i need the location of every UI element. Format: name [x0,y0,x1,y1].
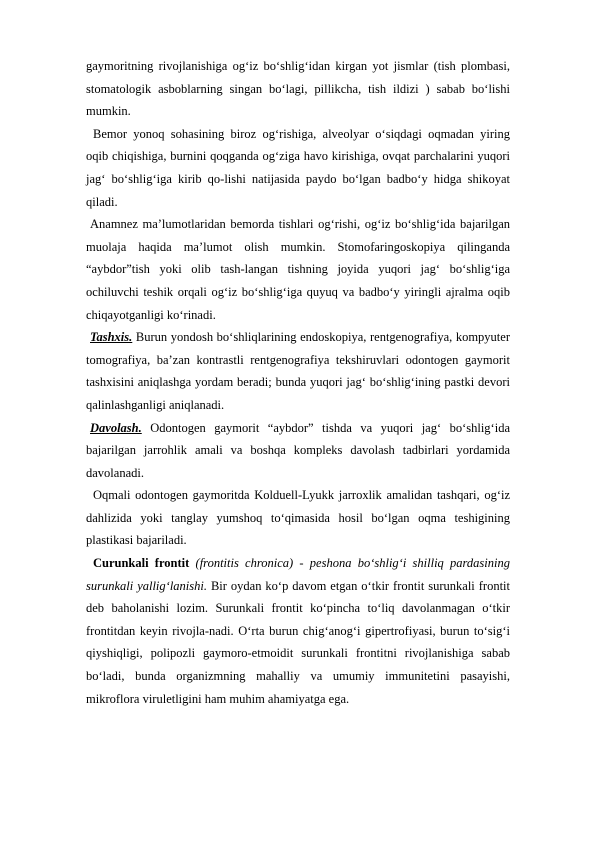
paragraph-frontitis [86,552,510,710]
frontitis-text: Bir oydan ko‘p davom etgan o‘tkir frontit surunkali frontit deb baholanishi lozim. Surunkali frontit ko‘pincha to‘liq davolanmagan o‘tkir frontitdan keyin rivojla-nadi. O‘rta burun chig‘anog‘i gipertrofiyasi, burun to‘sig‘i qiyshiqligi, polipozli gaymoro-etmoidit surunkali frontitni rivojlanishiga sabab bo‘ladi, bunda organizmning mahalliy va umumiy immunitetini pasayishi, mikroflora viruletligini ham muhim ahamiyatga ega. [86,578,510,706]
paragraph-1: gaymoritning rivojlanishiga og‘iz bo‘shlig‘idan kirgan yot jismlar (tish plombasi, stomatologik asboblarning singan bo‘lagi, pillikcha, tish ildizi ) sabab bo‘lishi mumkin. [86,59,510,119]
paragraph-diagnosis [86,326,510,416]
paragraph-3: Anamnez ma’lumotlaridan bemorda tishlari og‘rishi, og‘iz bo‘shlig‘ida bajarilgan muolaja haqida ma’lumot olish mumkin. Stomofaringoskopiya qilinganda “aybdor”tish yoki olib tash-langan tishning joyida yuqori jag‘ bo‘shlig‘iga ochiluvchi teshik orqali og‘iz bo‘shlig‘iga quyuq va badbo‘y yiringli ajralma oqib chiqayotganligi ko‘rinadi. [86,217,510,322]
paragraph-treatment [86,417,510,485]
diagnosis-text: Burun yondosh bo‘shliqlarining endoskopiya, rentgenografiya, kompyuter tomografiya, ba’zan kontrastli rentgenografiya tekshiruvlari odontogen gaymorit tashxisini aniqlashga yordam beradi; bunda yuqori jag‘ bo‘shlig‘ining pastki devori qalinlashganligi aniqlanadi. [86,330,510,412]
document-page [86,55,510,710]
diagnosis-label: Tashxis. [90,330,133,345]
frontitis-definition: (frontitis chronica) - peshona bo‘shlig‘i shilliq pardasining surunkali yallig‘lanishi. [86,556,510,593]
treatment-label: Davolash. [90,420,142,435]
treatment-text: Odontogen gaymorit “aybdor” tishda va yuqori jag‘ bo‘shlig‘ida bajarilgan jarrohlik amali va boshqa kompleks davolash tadbirlari yordamida davolanadi. [86,420,510,480]
paragraph-6: Oqmali odontogen gaymoritda Kolduell-Lyukk jarroxlik amalidan tashqari, og‘iz dahlizida yoki tanglay yumshoq to‘qimasida hosil bo‘lgan oqma teshigining plastikasi bajariladi. [86,488,510,548]
frontitis-term: Curunkali frontit [93,556,190,571]
paragraph-2: Bemor yonoq sohasining biroz og‘rishiga, alveolyar o‘siqdagi oqmadan yiring oqib chiqishiga, burnini qoqganda og‘ziga havo kirishiga, ovqat parchalarini yuqori jag‘ bo‘shlig‘iga kirib qo-lishi natijasida paydo bo‘lgan badbo‘y hidga shikoyat qiladi. [86,126,510,209]
